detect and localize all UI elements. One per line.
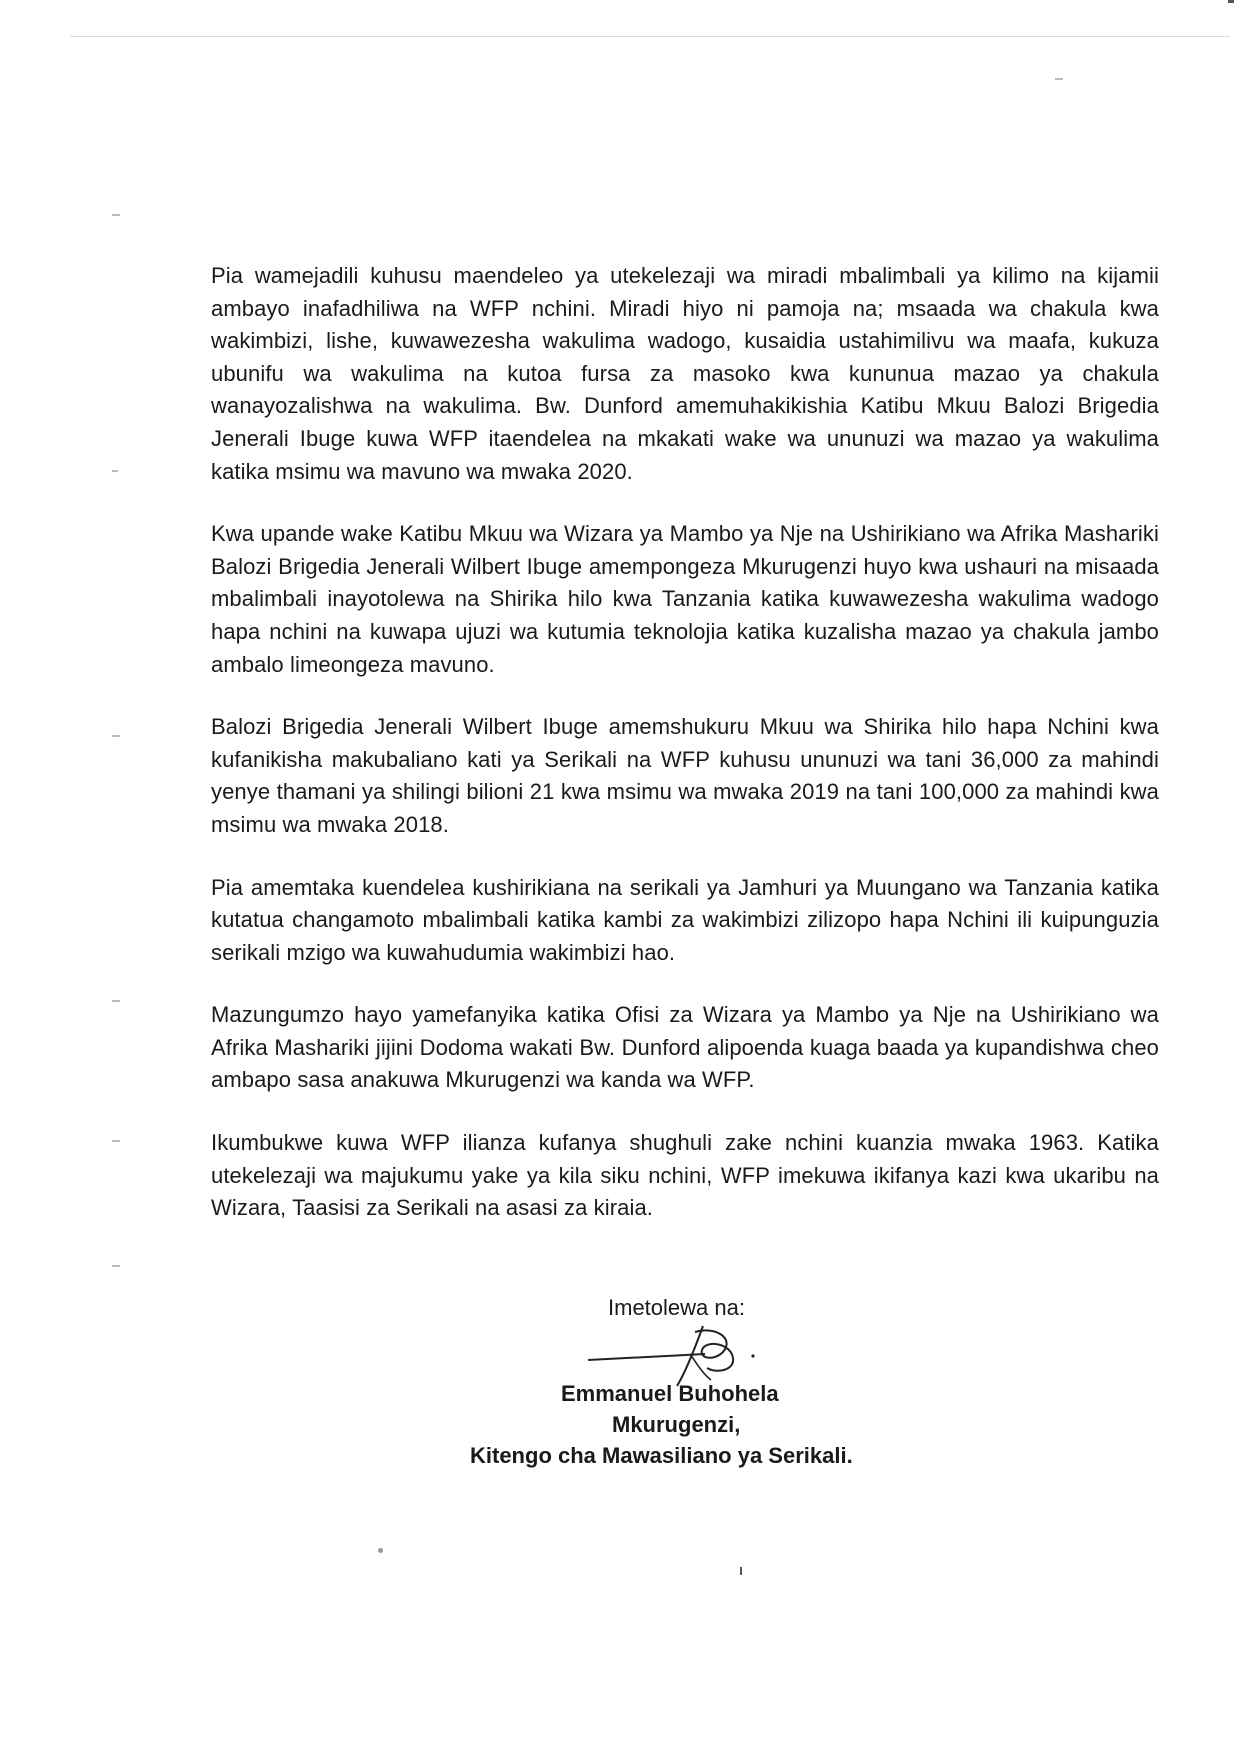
paragraph-projects: Pia wamejadili kuhusu maendeleo ya utekelezaji wa miradi mbalimbali ya kilimo na kijamii ambayo inafadhiliwa na WFP nchini. Miradi hiyo ni pamoja na; msaada wa chakula kwa wakimbizi, lishe, kuwawezesha wakulima wadogo, kusaidia ustahimilivu wa maafa, kukuza ubunifu wa wakulima na kutoa fursa za masoko kwa kununua mazao ya chakula wanayozalishwa na wakulima. Bw. Dunford amemuhakikishia Katibu Mkuu Balozi Brigedia Jenerali Ibuge kuwa WFP itaendelea na mkakati wake wa ununuzi wa mazao ya wakulima katika msimu wa mavuno wa mwaka 2020. (211, 263, 1159, 484)
signatory-office: Kitengo cha Mawasiliano ya Serikali. (470, 1443, 853, 1468)
scan-speck (112, 214, 120, 216)
scan-speck (1055, 78, 1063, 80)
scan-corner-mark (1228, 0, 1234, 3)
paragraph-refugee-camps: Pia amemtaka kuendelea kushirikiana na serikali ya Jamhuri ya Muungano wa Tanzania katika kutatua changamoto mbalimbali katika kambi za wakimbizi zilizopo hapa Nchini ili kuipunguzia serikali mzigo wa kuwahudumia wakimbizi hao. (211, 874, 1159, 965)
scan-speck (740, 1567, 742, 1575)
scan-top-edge (70, 36, 1230, 37)
scan-speck (112, 470, 118, 472)
paragraph-congratulation: Kwa upande wake Katibu Mkuu wa Wizara ya Mambo ya Nje na Ushirikiano wa Afrika Mashariki Balozi Brigedia Jenerali Wilbert Ibuge amempongeza Mkurugenzi huyo kwa ushauri na misaada mbalimbali inayotolewa na Shirika hilo kwa Tanzania katika kuwawezesha wakulima wadogo hapa nchini na kuwapa ujuzi wa kutumia teknolojia katika kuzalisha mazao ya chakula jambo ambalo limeongeza mavuno. (211, 521, 1159, 677)
paragraph-wfp-history: Ikumbukwe kuwa WFP ilianza kufanya shughuli zake nchini kuanzia mwaka 1963. Katika utekelezaji wa majukumu yake ya kila siku nchini, WFP imekuwa ikifanya kazi kwa ukaribu na Wizara, Taasisi za Serikali na asasi za kiraia. (211, 1130, 1159, 1221)
scan-speck (112, 1140, 120, 1142)
signatory-name: Emmanuel Buhohela (561, 1381, 779, 1406)
paragraph-maize-agreement: Balozi Brigedia Jenerali Wilbert Ibuge amemshukuru Mkuu wa Shirika hilo hapa Nchini kwa kufanikisha makubaliano kati ya Serikali na WFP kuhusu ununuzi wa tani 36,000 za mahindi yenye thamani ya shilingi bilioni 21 kwa msimu wa mwaka 2019 na tani 100,000 za mahindi kwa msimu wa mwaka 2018. (211, 714, 1159, 837)
press-release-body (211, 260, 1159, 1225)
scan-speck (112, 735, 120, 737)
handwritten-signature (585, 1318, 765, 1388)
scan-speck (378, 1548, 383, 1553)
paragraph-meeting-venue: Mazungumzo hayo yamefanyika katika Ofisi za Wizara ya Mambo ya Nje na Ushirikiano wa Afrika Mashariki jijini Dodoma wakati Bw. Dunford alipoenda kuaga baada ya kupandishwa cheo ambapo sasa anakuwa Mkurugenzi wa kanda wa WFP. (211, 1002, 1159, 1093)
issued-by-label: Imetolewa na: (608, 1295, 745, 1320)
scan-speck (112, 1265, 120, 1267)
scan-speck (112, 1000, 120, 1002)
signatory-title: Mkurugenzi, (612, 1412, 741, 1437)
